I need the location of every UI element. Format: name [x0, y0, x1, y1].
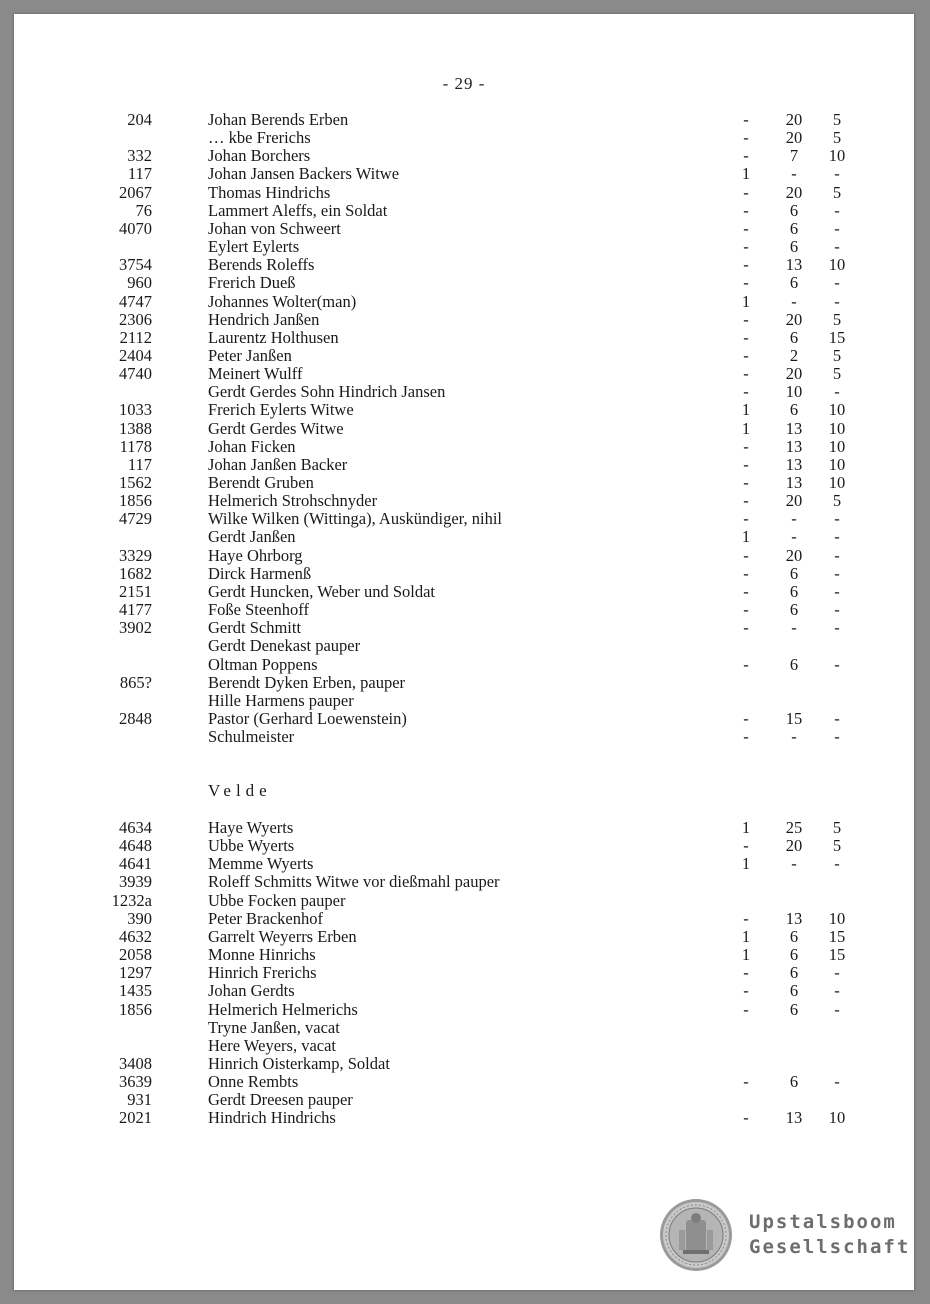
- list-item: [14, 855, 914, 873]
- entry-number: 4648: [119, 836, 152, 856]
- entry-col-1: -: [743, 237, 749, 257]
- entry-name: Frerich Eylerts Witwe: [208, 400, 354, 420]
- entry-col-3: 10: [828, 255, 846, 275]
- list-item: [14, 492, 914, 510]
- entry-col-1: 1: [741, 164, 751, 184]
- entry-name: Monne Hinrichs: [208, 945, 316, 965]
- entry-col-2: 6: [789, 963, 799, 983]
- entry-col-1: -: [743, 364, 749, 384]
- entry-name: Berendt Dyken Erben, pauper: [208, 672, 406, 692]
- entry-col-3: -: [834, 237, 840, 257]
- entry-col-2: -: [791, 164, 797, 184]
- entry-col-1: -: [743, 509, 749, 529]
- entry-col-2: 13: [785, 255, 803, 275]
- entry-col-1: -: [743, 128, 749, 148]
- entry-col-1: -: [743, 654, 749, 674]
- entry-number: 1178: [119, 436, 152, 456]
- list-item: [14, 111, 914, 129]
- entry-name: Gerdt Janßen: [208, 527, 296, 547]
- entry-col-3: -: [834, 273, 840, 293]
- entry-col-2: 13: [785, 908, 803, 928]
- entry-name: Helmerich Strohschnyder: [208, 491, 378, 511]
- list-item: [14, 547, 914, 565]
- entry-col-1: -: [743, 999, 749, 1019]
- entry-number: 1232a: [111, 890, 152, 910]
- entry-col-1: -: [743, 581, 749, 601]
- entry-col-1: 1: [741, 418, 751, 438]
- entry-col-3: 10: [828, 454, 846, 474]
- entry-col-3: -: [834, 708, 840, 728]
- entry-col-2: 6: [789, 327, 799, 347]
- entry-number: 3902: [119, 618, 152, 638]
- entry-col-2: 13: [785, 1108, 803, 1128]
- entry-col-2: 6: [789, 654, 799, 674]
- entry-name: Wilke Wilken (Wittinga), Auskündiger, nihil: [208, 509, 502, 529]
- list-item: [14, 528, 914, 546]
- entry-name: Eylert Eylerts: [208, 237, 300, 257]
- list-item: [14, 420, 914, 438]
- entry-col-1: -: [743, 545, 749, 565]
- entry-name: Ubbe Wyerts: [208, 836, 295, 856]
- entry-col-2: 13: [785, 418, 803, 438]
- entry-number: 1388: [119, 418, 152, 438]
- entry-number: 4177: [119, 600, 152, 620]
- entry-col-3: -: [834, 200, 840, 220]
- list-item: [14, 165, 914, 183]
- entry-number: 4632: [119, 926, 152, 946]
- entry-col-2: -: [791, 291, 797, 311]
- list-item: [14, 365, 914, 383]
- entry-number: 2067: [119, 182, 152, 202]
- entry-col-3: 10: [828, 400, 846, 420]
- entry-name: Pastor (Gerhard Loewenstein): [208, 708, 407, 728]
- entry-name: Haye Ohrborg: [208, 545, 303, 565]
- list-item: [14, 601, 914, 619]
- entry-name: Schulmeister: [208, 727, 295, 747]
- list-item: [14, 293, 914, 311]
- entry-col-1: -: [743, 1072, 749, 1092]
- entry-col-2: 6: [789, 273, 799, 293]
- list-item: [14, 329, 914, 347]
- entry-col-1: 1: [741, 400, 751, 420]
- entry-col-1: -: [743, 727, 749, 747]
- entry-col-2: 13: [785, 473, 803, 492]
- entry-name: Thomas Hindrichs: [208, 182, 331, 202]
- entry-name: … kbe Frerichs: [208, 128, 311, 148]
- entry-col-3: -: [834, 563, 840, 583]
- entry-col-3: 15: [828, 926, 846, 946]
- entry-number: 3639: [119, 1072, 152, 1092]
- entry-name: Johan Janßen Backer: [208, 454, 348, 474]
- list-item: [14, 274, 914, 292]
- list-item: [14, 928, 914, 946]
- list-item: [14, 347, 914, 365]
- list-item: [14, 583, 914, 601]
- list-item: [14, 656, 914, 674]
- entry-col-1: -: [743, 200, 749, 220]
- entry-name: Gerdt Gerdes Witwe: [208, 418, 344, 438]
- entry-number: 4729: [119, 509, 152, 529]
- entry-col-3: -: [834, 581, 840, 601]
- entry-number: 204: [127, 110, 152, 129]
- list-item: [14, 147, 914, 165]
- entry-name: Helmerich Helmerichs: [208, 999, 358, 1019]
- entry-col-1: 1: [741, 945, 751, 965]
- entry-col-3: 10: [828, 908, 846, 928]
- list-item: [14, 982, 914, 1000]
- list-item: [14, 1073, 914, 1091]
- list-item: [14, 873, 914, 891]
- list-item: [14, 637, 914, 655]
- entry-number: 4641: [119, 854, 152, 874]
- entry-name: Berendt Gruben: [208, 473, 314, 492]
- entry-name: Dirck Harmenß: [208, 563, 312, 583]
- list-item: [14, 1109, 914, 1127]
- list-item: [14, 1091, 914, 1109]
- entry-col-3: -: [834, 963, 840, 983]
- entry-col-3: -: [834, 545, 840, 565]
- entry-col-1: -: [743, 110, 749, 129]
- entry-col-1: -: [743, 963, 749, 983]
- entry-col-3: -: [834, 218, 840, 238]
- entry-name: Haye Wyerts: [208, 818, 294, 837]
- entry-col-3: 15: [828, 327, 846, 347]
- entry-col-3: 5: [832, 345, 842, 365]
- entry-col-1: 1: [741, 291, 751, 311]
- entry-name: Johan Jansen Backers Witwe: [208, 164, 400, 184]
- entry-col-3: -: [834, 727, 840, 747]
- list-item: [14, 619, 914, 637]
- entry-col-3: 10: [828, 418, 846, 438]
- entry-col-3: 15: [828, 945, 846, 965]
- entry-col-1: -: [743, 382, 749, 402]
- entry-name: Johannes Wolter(man): [208, 291, 357, 311]
- entry-col-2: 6: [789, 600, 799, 620]
- list-item: [14, 474, 914, 492]
- entry-number: 2404: [119, 345, 152, 365]
- entry-col-2: 6: [789, 400, 799, 420]
- entry-name: Here Weyers, vacat: [208, 1035, 337, 1055]
- entry-col-2: 20: [785, 110, 803, 129]
- entry-name: Tryne Janßen, vacat: [208, 1017, 340, 1037]
- entry-col-3: 10: [828, 146, 846, 166]
- entry-name: Meinert Wulff: [208, 364, 303, 384]
- entry-col-1: 1: [741, 818, 751, 837]
- entry-col-3: -: [834, 164, 840, 184]
- entry-col-2: 6: [789, 981, 799, 1001]
- entry-col-3: -: [834, 981, 840, 1001]
- entry-number: 3754: [119, 255, 152, 275]
- entry-name: Garrelt Weyerrs Erben: [208, 926, 357, 946]
- list-item: [14, 184, 914, 202]
- entry-name: Oltman Poppens: [208, 654, 318, 674]
- entry-col-3: 5: [832, 836, 842, 856]
- entry-number: 3939: [119, 872, 152, 892]
- entry-col-3: 5: [832, 491, 842, 511]
- entry-col-2: -: [791, 509, 797, 529]
- entry-col-1: -: [743, 618, 749, 638]
- entry-number: 4634: [119, 818, 152, 837]
- entry-col-2: 7: [789, 146, 799, 166]
- entry-name: Johan Borchers: [208, 146, 311, 166]
- seal-icon: [659, 1198, 733, 1272]
- entry-number: 960: [127, 273, 152, 293]
- section-title-velde: Velde: [208, 781, 272, 800]
- page-number: - 29 -: [442, 74, 486, 93]
- entry-col-3: -: [834, 382, 840, 402]
- entry-col-1: -: [743, 908, 749, 928]
- list-item: [14, 1019, 914, 1037]
- entry-name: Johan Gerdts: [208, 981, 295, 1001]
- entry-col-3: 10: [828, 1108, 846, 1128]
- entry-name: Frerich Dueß: [208, 273, 296, 293]
- entry-col-3: -: [834, 654, 840, 674]
- entry-col-3: 5: [832, 110, 842, 129]
- document-page: [14, 14, 914, 1290]
- entry-col-2: -: [791, 527, 797, 547]
- entry-col-2: 6: [789, 563, 799, 583]
- entry-name: Gerdt Denekast pauper: [208, 636, 361, 656]
- entry-name: Hille Harmens pauper: [208, 690, 354, 710]
- entry-number: 3408: [119, 1053, 152, 1073]
- entry-name: Peter Janßen: [208, 345, 292, 365]
- entry-col-3: 5: [832, 128, 842, 148]
- entry-name: Hendrich Janßen: [208, 309, 320, 329]
- entry-col-3: -: [834, 854, 840, 874]
- entry-col-2: -: [791, 727, 797, 747]
- entry-number: 4747: [119, 291, 152, 311]
- entry-name: Johan Berends Erben: [208, 110, 349, 129]
- entry-name: Onne Rembts: [208, 1072, 299, 1092]
- list-item: [14, 220, 914, 238]
- entry-col-3: 5: [832, 364, 842, 384]
- entry-col-3: 5: [832, 309, 842, 329]
- entry-number: 1682: [119, 563, 152, 583]
- entry-col-2: 6: [789, 581, 799, 601]
- entry-col-2: 20: [785, 836, 803, 856]
- entry-col-2: 6: [789, 945, 799, 965]
- entry-col-1: -: [743, 491, 749, 511]
- entry-name: Gerdt Huncken, Weber und Soldat: [208, 581, 436, 601]
- list-item: [14, 565, 914, 583]
- list-item: [14, 510, 914, 528]
- entry-col-3: 10: [828, 436, 846, 456]
- entry-number: 1435: [119, 981, 152, 1001]
- entry-col-1: 1: [741, 854, 751, 874]
- entry-col-2: 13: [785, 436, 803, 456]
- entry-col-1: -: [743, 563, 749, 583]
- entry-col-1: 1: [741, 926, 751, 946]
- entry-col-3: -: [834, 527, 840, 547]
- entry-number: 2306: [119, 309, 152, 329]
- list-item: [14, 674, 914, 692]
- entry-col-1: -: [743, 182, 749, 202]
- entry-col-1: -: [743, 273, 749, 293]
- entry-name: Berends Roleffs: [208, 255, 315, 275]
- entry-col-3: -: [834, 600, 840, 620]
- entry-col-1: -: [743, 218, 749, 238]
- entry-col-3: 5: [832, 182, 842, 202]
- list-item: [14, 1055, 914, 1073]
- entry-col-3: -: [834, 1072, 840, 1092]
- entry-name: Laurentz Holthusen: [208, 327, 339, 347]
- entry-name: Johan von Schweert: [208, 218, 341, 238]
- entry-name: Hindrich Hindrichs: [208, 1108, 336, 1128]
- entry-col-1: -: [743, 309, 749, 329]
- entry-col-2: 20: [785, 545, 803, 565]
- list-item: [14, 311, 914, 329]
- logo-line-2: Gesellschaft: [749, 1236, 911, 1258]
- entry-number: 2151: [119, 581, 152, 601]
- entry-name: Gerdt Gerdes Sohn Hindrich Jansen: [208, 382, 446, 402]
- list-item: [14, 892, 914, 910]
- entry-name: Lammert Aleffs, ein Soldat: [208, 200, 388, 220]
- list-item: [14, 819, 914, 837]
- entry-name: Ubbe Focken pauper: [208, 890, 346, 910]
- entry-col-1: 1: [741, 527, 751, 547]
- entry-name: Roleff Schmitts Witwe vor dießmahl pauper: [208, 872, 500, 892]
- entry-number: 117: [127, 454, 152, 474]
- entry-col-2: 20: [785, 182, 803, 202]
- entry-col-2: 10: [785, 382, 803, 402]
- entry-number: 4740: [119, 364, 152, 384]
- entry-number: 3329: [119, 545, 152, 565]
- list-item: [14, 692, 914, 710]
- list-item: [14, 964, 914, 982]
- entry-number: 1856: [119, 999, 152, 1019]
- entry-name: Johan Ficken: [208, 436, 296, 456]
- list-item: [14, 401, 914, 419]
- entry-col-1: -: [743, 600, 749, 620]
- entry-col-2: 13: [785, 454, 803, 474]
- entry-col-2: 20: [785, 309, 803, 329]
- entry-col-1: -: [743, 981, 749, 1001]
- entry-col-1: -: [743, 836, 749, 856]
- entry-col-2: 15: [785, 708, 803, 728]
- list-item: [14, 910, 914, 928]
- entry-col-2: 25: [785, 818, 803, 837]
- entry-col-1: -: [743, 1108, 749, 1128]
- list-item: [14, 728, 914, 746]
- entry-col-2: 6: [789, 218, 799, 238]
- entry-col-1: -: [743, 436, 749, 456]
- list-item: [14, 238, 914, 256]
- entry-col-3: -: [834, 999, 840, 1019]
- list-item: [14, 438, 914, 456]
- entry-col-1: -: [743, 708, 749, 728]
- entry-number: 931: [127, 1090, 152, 1110]
- entry-number: 1297: [119, 963, 152, 983]
- entry-number: 117: [127, 164, 152, 184]
- entry-number: 1562: [119, 473, 152, 492]
- list-item: [14, 710, 914, 728]
- list-item: [14, 456, 914, 474]
- entry-col-2: 6: [789, 999, 799, 1019]
- entry-col-1: -: [743, 255, 749, 275]
- list-item: [14, 202, 914, 220]
- entry-number: 865?: [119, 672, 152, 692]
- list-item: [14, 129, 914, 147]
- entry-col-3: 10: [828, 473, 846, 492]
- list-item: [14, 256, 914, 274]
- entry-name: Hinrich Frerichs: [208, 963, 317, 983]
- entry-number: 332: [127, 146, 152, 166]
- entry-col-2: 6: [789, 200, 799, 220]
- entry-col-1: -: [743, 146, 749, 166]
- entry-number: 390: [127, 908, 152, 928]
- list-item: [14, 946, 914, 964]
- entry-col-1: -: [743, 473, 749, 492]
- entry-number: 4070: [119, 218, 152, 238]
- entry-col-2: 20: [785, 128, 803, 148]
- entry-col-1: -: [743, 345, 749, 365]
- entry-col-2: -: [791, 854, 797, 874]
- entry-col-1: -: [743, 454, 749, 474]
- entry-name: Hinrich Oisterkamp, Soldat: [208, 1053, 390, 1073]
- entry-name: Memme Wyerts: [208, 854, 314, 874]
- entry-name: Foße Steenhoff: [208, 600, 309, 620]
- entry-col-1: -: [743, 327, 749, 347]
- entry-number: 2021: [119, 1108, 152, 1128]
- entry-number: 76: [135, 200, 152, 220]
- entry-col-2: 6: [789, 1072, 799, 1092]
- entry-col-2: 20: [785, 491, 803, 511]
- entry-number: 2058: [119, 945, 152, 965]
- list-item: [14, 837, 914, 855]
- entry-col-2: 6: [789, 237, 799, 257]
- entry-col-3: -: [834, 291, 840, 311]
- entry-col-2: -: [791, 618, 797, 638]
- entry-name: Gerdt Dreesen pauper: [208, 1090, 353, 1110]
- logo-line-1: Upstalsboom: [749, 1211, 897, 1233]
- entry-col-2: 2: [789, 345, 799, 365]
- list-item: [14, 383, 914, 401]
- list-item: [14, 1001, 914, 1019]
- upstalsboom-logo: [659, 1198, 910, 1272]
- entry-name: Gerdt Schmitt: [208, 618, 302, 638]
- entry-name: Peter Brackenhof: [208, 908, 323, 928]
- entry-col-3: -: [834, 509, 840, 529]
- entry-col-2: 6: [789, 926, 799, 946]
- entry-number: 2848: [119, 708, 152, 728]
- entry-col-3: 5: [832, 818, 842, 837]
- entry-col-2: 20: [785, 364, 803, 384]
- entry-number: 2112: [119, 327, 152, 347]
- entry-col-3: -: [834, 618, 840, 638]
- list-item: [14, 1037, 914, 1055]
- entry-number: 1856: [119, 491, 152, 511]
- entry-number: 1033: [119, 400, 152, 420]
